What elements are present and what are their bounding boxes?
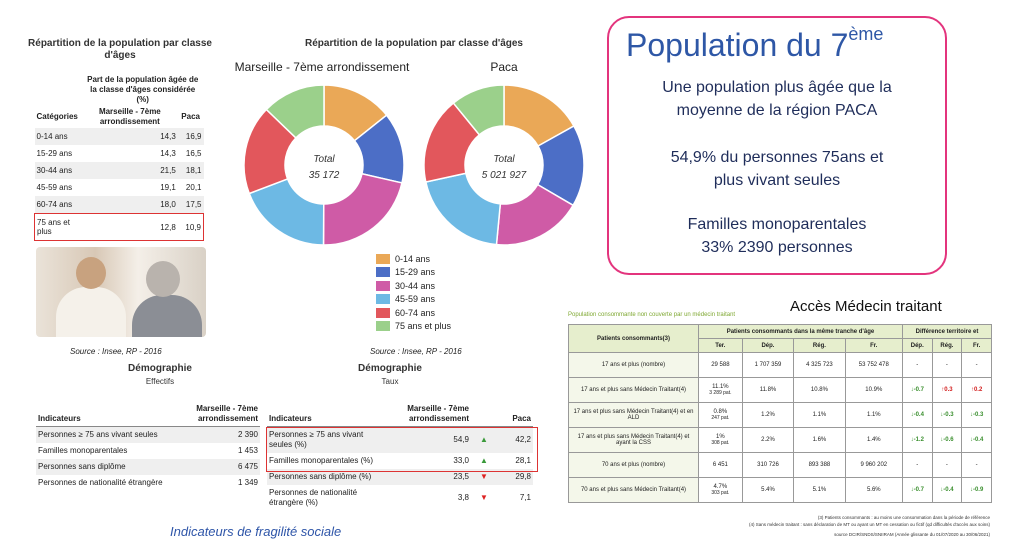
cell-paca: 42,2 — [515, 435, 531, 444]
legend-swatch — [376, 321, 390, 331]
cell-reg: 5.1% — [794, 478, 845, 503]
legend-item — [376, 320, 451, 334]
donut-slice-45-59-ans — [426, 173, 501, 244]
cell-dep: 310 726 — [742, 453, 793, 478]
callout-line-2-text: 54,9% du personnes 75ans et plus vivant seules — [670, 149, 884, 189]
table-row — [35, 128, 204, 145]
cell-paca: 29,8 — [515, 472, 531, 481]
cell-value: 1 349 — [237, 478, 258, 487]
cell-label: 70 ans et plus sans Médecin Traitant(4) — [569, 478, 699, 503]
callout-line-2 — [607, 146, 947, 192]
trend-up-icon: ▲ — [480, 456, 488, 465]
table-row — [36, 475, 260, 491]
cell-dep: 11.8% — [742, 378, 793, 403]
cell-ter — [699, 378, 743, 403]
cell-label: 17 ans et plus (nombre) — [569, 353, 699, 378]
cell-marseille: 14,3 — [160, 149, 176, 158]
table-row — [36, 459, 260, 475]
table-row — [36, 443, 260, 459]
table-row — [35, 145, 204, 162]
age-table-source: Source : Insee, RP - 2016 — [70, 347, 162, 356]
cell-marseille: 14,3 — [160, 132, 176, 141]
cell-paca: 28,1 — [515, 456, 531, 465]
legend-swatch — [376, 308, 390, 318]
callout-title-text: Population du 7 — [626, 27, 849, 63]
callout-title — [626, 24, 883, 64]
legend-label: 75 ans et plus — [395, 321, 452, 332]
donut-center-label: Total — [493, 154, 515, 165]
cell-dep: 5.4% — [742, 478, 793, 503]
cell-value: 2 390 — [237, 430, 258, 439]
table-row — [35, 196, 204, 214]
cell-diff: - — [902, 453, 932, 478]
callout-title-sup: ème — [848, 24, 884, 44]
col-marseille: Marseille - 7ème arrondissement — [387, 402, 471, 427]
cell-ter-sub: 247 pat. — [711, 415, 730, 421]
access-source: source DCIR/SNDS/SNIIRAM (Année glissante du 01/07/2020 au 30/06/2021) — [834, 532, 990, 537]
caregiver-head — [76, 257, 106, 289]
empty-header — [35, 74, 82, 106]
col-ter: Ter. — [699, 339, 743, 353]
demo-effectifs-title: Démographie — [128, 363, 192, 374]
cell-ter — [699, 478, 743, 503]
cell-value: 33,0 — [453, 456, 469, 465]
cell-indicator: Familles monoparentales (%) — [269, 456, 374, 465]
cell-diff-down: ↓-0.6 — [932, 428, 962, 453]
donut-paca — [424, 85, 584, 245]
cell-diff-up: ↑0.2 — [962, 378, 992, 403]
col-diff-dep: Dép. — [902, 339, 932, 353]
age-table-title: Répartition de la population par classe d'âges — [28, 38, 212, 61]
table-row — [569, 428, 992, 453]
legend-item — [376, 252, 451, 266]
highlight-box — [266, 427, 538, 472]
table-row-highlighted — [35, 214, 204, 241]
col-marseille: Marseille - 7ème arrondissement — [166, 402, 260, 427]
pie-1-name: Marseille - 7ème arrondissement — [234, 60, 410, 74]
legend-label: 45-59 ans — [395, 294, 436, 305]
donut-center-label: Total — [313, 154, 335, 165]
cell-diff-down: ↓-0.4 — [962, 428, 992, 453]
cell-ter-value: 11.1% — [712, 384, 729, 390]
donut-charts — [240, 80, 588, 250]
cell-value: 1 453 — [237, 446, 258, 455]
cell-fr: 53 752 478 — [845, 353, 902, 378]
cell-paca: 10,9 — [178, 214, 204, 241]
callout-line-3-text: Familles monoparentales 33% 2390 personnes — [687, 216, 867, 256]
table-row — [569, 478, 992, 503]
demo-taux-subtitle: Taux — [381, 377, 399, 386]
cell-diff-down: ↓-0.3 — [932, 403, 962, 428]
cell-paca: 16,5 — [185, 149, 202, 158]
cell-cat: 30-44 ans — [36, 166, 73, 175]
cell-reg: 10.8% — [794, 378, 845, 403]
col-indicateurs: Indicateurs — [267, 402, 387, 427]
cell-dep: 1.2% — [742, 403, 793, 428]
cell-value: 3,8 — [457, 493, 469, 502]
donut-center-value: 35 172 — [308, 170, 340, 181]
cell-fr: 1.1% — [845, 403, 902, 428]
access-note-2: (4) Sans médecin traitant : sans déclaration de MT ou ayant un MT en cessation ou fictif (qd difficultés d'accès aux soins) — [749, 522, 990, 527]
access-subtitle: Population consommante non couverte par un médecin traitant — [568, 312, 736, 318]
cell-ter-value: 29 588 — [711, 362, 730, 368]
cell-indicator: Personnes sans diplôme (%) — [269, 472, 372, 481]
cell-value: 6 475 — [237, 462, 258, 471]
cell-indicator: Personnes de nationalité étrangère — [38, 478, 163, 487]
cell-ter — [699, 353, 743, 378]
col-arrow — [471, 402, 497, 427]
cell-diff-down: ↓-0.3 — [962, 403, 992, 428]
col-diff-reg: Rég. — [932, 339, 962, 353]
part-header: Part de la population âgée de la classe d'âges considérée (%) — [87, 75, 199, 104]
legend-item — [376, 279, 451, 293]
cell-label: 17 ans et plus sans Médecin Traitant(4) et en ALD — [569, 403, 699, 428]
cell-ter-value: 6 451 — [712, 462, 728, 468]
demo-effectifs-table — [36, 402, 260, 491]
cell-diff-down: ↓-0.7 — [902, 478, 932, 503]
cell-value: 23,5 — [453, 472, 469, 481]
cell-ter-sub: 3 289 pat. — [709, 390, 732, 396]
cell-reg: 893 388 — [794, 453, 845, 478]
demo-taux-title: Démographie — [358, 363, 422, 374]
cell-diff: - — [902, 353, 932, 378]
legend-item — [376, 266, 451, 280]
table-row — [36, 427, 260, 444]
legend-label: 60-74 ans — [395, 307, 436, 318]
cell-cat: 15-29 ans — [36, 149, 73, 158]
donut-slice-30-44-ans — [323, 174, 401, 245]
cell-ter-value: 1% — [716, 434, 725, 440]
cell-value: 54,9 — [453, 435, 469, 444]
table-row — [35, 179, 204, 196]
cell-diff: - — [962, 353, 992, 378]
cell-indicator: Personnes sans diplôme — [38, 462, 126, 471]
trend-up-icon: ▲ — [480, 435, 488, 444]
trend-down-icon: ▼ — [480, 472, 488, 481]
cell-cat: 60-74 ans — [36, 200, 73, 209]
cell-ter-sub: 308 pat. — [711, 440, 730, 446]
elderly-figure — [132, 295, 202, 337]
cell-ter — [699, 453, 743, 478]
cell-label: 17 ans et plus sans Médecin Traitant(4) et ayant la CSS — [569, 428, 699, 453]
cell-indicator: Personnes de nationalité étrangère (%) — [269, 488, 358, 507]
cell-ter — [699, 428, 743, 453]
cell-paca: 20,1 — [185, 183, 202, 192]
cell-ter-value: 4.7% — [713, 484, 728, 490]
cell-reg: 4 325 723 — [794, 353, 845, 378]
cell-label: 17 ans et plus sans Médecin Traitant(4) — [569, 378, 699, 403]
cell-diff-down: ↓-0.9 — [962, 478, 992, 503]
legend-swatch — [376, 294, 390, 304]
cell-paca: 16,9 — [185, 132, 202, 141]
table-row — [267, 485, 533, 511]
cell-ter-sub: 303 pat. — [711, 490, 730, 496]
elderly-head — [146, 261, 180, 297]
col-fr: Fr. — [845, 339, 902, 353]
legend-label: 30-44 ans — [395, 280, 436, 291]
cell-marseille: 12,8 — [82, 214, 178, 241]
cell-marseille: 21,5 — [160, 166, 176, 175]
cell-diff: - — [932, 453, 962, 478]
pie-source: Source : Insee, RP - 2016 — [370, 347, 462, 356]
cell-diff-down: ↓-1.2 — [902, 428, 932, 453]
cell-label: 70 ans et plus (nombre) — [569, 453, 699, 478]
cell-ter-value: 0.8% — [713, 409, 728, 415]
cell-diff: - — [962, 453, 992, 478]
age-distribution-table — [34, 74, 204, 241]
cell-paca: 18,1 — [185, 166, 202, 175]
table-row — [569, 403, 992, 428]
pie-chart-title: Répartition de la population par classe d'âges — [305, 38, 523, 49]
cell-dep: 2.2% — [742, 428, 793, 453]
cell-cat: 75 ans et plus — [35, 214, 82, 241]
caregiver-figure — [56, 287, 126, 337]
cell-fr: 5.6% — [845, 478, 902, 503]
fragility-caption: Indicateurs de fragilité sociale — [170, 524, 342, 539]
cell-indicator: Familles monoparentales — [38, 446, 128, 455]
table-row — [569, 353, 992, 378]
col-paca: Paca — [497, 402, 533, 427]
cell-diff-down: ↓-0.4 — [932, 478, 962, 503]
pie-2-name: Paca — [490, 60, 518, 74]
cell-marseille: 19,1 — [160, 183, 176, 192]
cell-fr: 1.4% — [845, 428, 902, 453]
access-title: Accès Médecin traitant — [790, 298, 942, 315]
cell-cat: 0-14 ans — [36, 132, 68, 141]
demo-effectifs-subtitle: Effectifs — [145, 377, 175, 386]
cell-ter — [699, 403, 743, 428]
col-diff: Différence territoire et — [902, 325, 991, 339]
access-note-1: (3) Patients consommants : au moins une consommation dans la période de référence — [817, 515, 990, 520]
cell-indicator: Personnes ≥ 75 ans vivant seules — [38, 430, 158, 439]
legend-swatch — [376, 281, 390, 291]
cell-fr: 9 960 202 — [845, 453, 902, 478]
cell-dep: 1 707 359 — [742, 353, 793, 378]
col-paca: Paca — [181, 112, 200, 121]
access-table — [568, 324, 992, 503]
col-categories: Catégories — [36, 112, 78, 121]
legend-item — [376, 293, 451, 307]
callout-line-3 — [607, 213, 947, 259]
cell-diff: - — [932, 353, 962, 378]
cell-cat: 45-59 ans — [36, 183, 73, 192]
chart-legend — [376, 252, 451, 333]
donut-marseille — [244, 85, 404, 245]
col-dep: Dép. — [742, 339, 793, 353]
callout-line-1-text: Une population plus âgée que la moyenne de la région PACA — [662, 79, 892, 119]
col-diff-fr: Fr. — [962, 339, 992, 353]
cell-paca: 7,1 — [519, 493, 531, 502]
callout-line-1 — [607, 76, 947, 122]
cell-marseille: 18,0 — [160, 200, 176, 209]
legend-swatch — [376, 267, 390, 277]
trend-down-icon: ▼ — [480, 493, 488, 502]
cell-paca: 17,5 — [185, 200, 202, 209]
cell-diff-down: ↓-0.7 — [902, 378, 932, 403]
elderly-care-photo — [36, 247, 206, 337]
legend-item — [376, 306, 451, 320]
col-patients: Patients consommants(3) — [569, 325, 699, 353]
donut-center-value: 5 021 927 — [481, 170, 527, 181]
legend-swatch — [376, 254, 390, 264]
col-indicateurs: Indicateurs — [36, 402, 166, 427]
cell-indicator: Personnes ≥ 75 ans vivant seules (%) — [269, 430, 364, 449]
legend-label: 0-14 ans — [395, 253, 431, 264]
col-same-age: Patients consommants dans la même tranche d'âge — [699, 325, 903, 339]
cell-diff-up: ↑0.3 — [932, 378, 962, 403]
cell-fr: 10.9% — [845, 378, 902, 403]
table-row — [35, 162, 204, 179]
table-row — [569, 378, 992, 403]
cell-reg: 1.6% — [794, 428, 845, 453]
cell-reg: 1.1% — [794, 403, 845, 428]
col-marseille: Marseille - 7ème arrondissement — [98, 107, 161, 126]
legend-label: 15-29 ans — [395, 267, 436, 278]
col-reg: Rég. — [794, 339, 845, 353]
cell-diff-down: ↓-0.4 — [902, 403, 932, 428]
table-row — [569, 453, 992, 478]
